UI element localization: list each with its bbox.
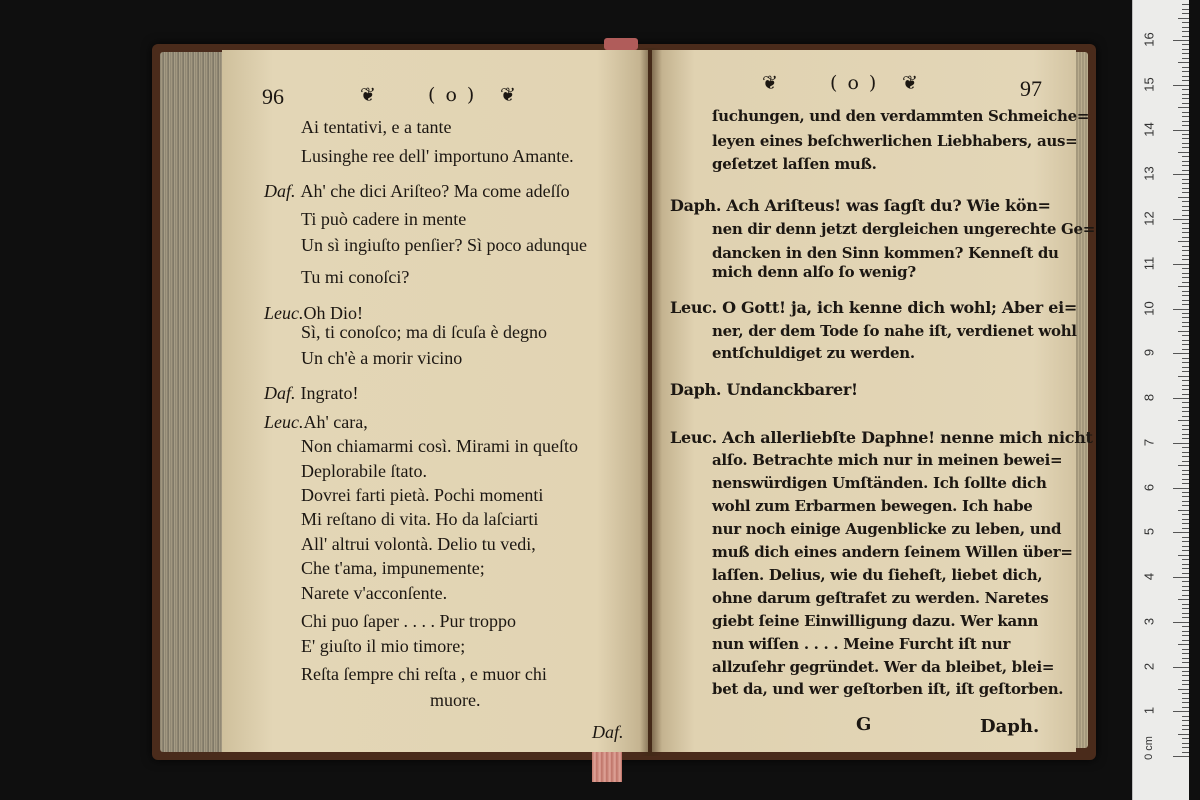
ruler-tick xyxy=(1182,80,1189,81)
ruler-tick xyxy=(1182,385,1189,386)
ruler-tick xyxy=(1182,112,1189,113)
text-line: Daph. Undanckbarer! xyxy=(670,380,858,399)
ruler-tick xyxy=(1182,98,1189,99)
ruler-tick xyxy=(1182,680,1189,681)
ruler-tick xyxy=(1182,702,1189,703)
ruler-tick xyxy=(1182,671,1189,672)
ruler-tick xyxy=(1178,555,1189,556)
ruler-tick xyxy=(1182,456,1189,457)
ruler-number: 9 xyxy=(1141,349,1157,357)
left-header-center: ( o ) xyxy=(428,84,477,106)
signature-mark: G xyxy=(856,714,872,735)
ruler-tick xyxy=(1182,210,1189,211)
ruler-tick xyxy=(1173,309,1189,310)
ruler-tick xyxy=(1182,273,1189,274)
ruler-tick xyxy=(1178,107,1189,108)
text-line: Tu mi conoſci? xyxy=(301,267,410,287)
ruler-tick xyxy=(1182,492,1189,493)
ruler-tick xyxy=(1173,40,1189,41)
ruler-tick xyxy=(1173,264,1189,265)
ruler-tick xyxy=(1182,635,1189,636)
text-line: Sì, ti conoſco; ma di ſcuſa è degno xyxy=(301,322,547,342)
ruler-tick xyxy=(1182,371,1189,372)
ruler-tick xyxy=(1182,380,1189,381)
ruler-tick xyxy=(1182,573,1189,574)
ruler-tick xyxy=(1173,488,1189,489)
ruler-tick xyxy=(1182,483,1189,484)
text-line: mich denn alſo ſo wenig? xyxy=(712,263,916,281)
ruler-tick xyxy=(1173,443,1189,444)
ruler-tick xyxy=(1182,747,1189,748)
ruler-tick xyxy=(1182,537,1189,538)
text-line: Mi reſtano di vita. Ho da laſciarti xyxy=(301,509,539,529)
ruler-tick xyxy=(1182,653,1189,654)
ruler-tick xyxy=(1173,85,1189,86)
ruler-tick xyxy=(1182,188,1189,189)
ruler-tick xyxy=(1182,698,1189,699)
text-line: allzuſehr gegründet. Wer da bleibet, blei= xyxy=(712,658,1055,676)
ruler-tick xyxy=(1182,626,1189,627)
text-line: Chi puo ſaper . . . . Pur troppo xyxy=(301,611,516,631)
ruler-tick xyxy=(1173,756,1189,757)
ruler-tick xyxy=(1182,367,1189,368)
ruler-tick xyxy=(1182,479,1189,480)
ruler-tick xyxy=(1178,420,1189,421)
text-line: ner, der dem Tode ſo nahe iſt, verdienet wohl xyxy=(712,322,1077,340)
line-text: Oh Dio! xyxy=(303,303,363,323)
speaker-label: Leuc. xyxy=(264,412,304,432)
ruler-tick xyxy=(1182,259,1189,260)
ruler-tick xyxy=(1178,734,1189,735)
ruler-number: 15 xyxy=(1141,77,1157,92)
text-line: Leuc. O Gott! ja, ich kenne dich wohl; Aber ei= xyxy=(670,298,1077,317)
ruler-tick xyxy=(1182,94,1189,95)
ruler-tick xyxy=(1173,622,1189,623)
ruler-tick xyxy=(1173,130,1189,131)
ruler-number: 6 xyxy=(1141,483,1157,491)
text-line: Lusinghe ree dell' importuno Amante. xyxy=(301,146,574,166)
ruler-tick xyxy=(1182,89,1189,90)
ruler-tick xyxy=(1182,36,1189,37)
ruler-number: 16 xyxy=(1141,32,1157,47)
ruler-tick xyxy=(1182,313,1189,314)
text-line xyxy=(264,303,363,324)
ruler-tick xyxy=(1182,300,1189,301)
ruler-tick xyxy=(1182,474,1189,475)
ruler-tick xyxy=(1182,438,1189,439)
text-line: leyen eines beſchwerlichen Liebhabers, aus= xyxy=(712,132,1078,150)
ruler-tick xyxy=(1182,215,1189,216)
text-line: Ai tentativi, e a tante xyxy=(301,117,452,137)
ruler-tick xyxy=(1182,125,1189,126)
ruler-tick xyxy=(1173,219,1189,220)
text-line: Reſta ſempre chi reſta , e muor chi xyxy=(301,664,547,684)
ruler-tick xyxy=(1182,434,1189,435)
text-line: Non chiamarmi così. Mirami in queſto xyxy=(301,436,578,456)
ruler-tick xyxy=(1182,344,1189,345)
line-text: Ah' cara, xyxy=(303,412,368,432)
ruler-tick xyxy=(1182,640,1189,641)
ruler-tick xyxy=(1182,389,1189,390)
text-line: E' giuſto il mio timore; xyxy=(301,636,466,656)
ruler-tick xyxy=(1182,58,1189,59)
right-catchword: Daph. xyxy=(980,716,1040,737)
ruler-tick xyxy=(1182,76,1189,77)
left-catchword: Daf. xyxy=(592,722,624,742)
ruler-number: 8 xyxy=(1141,393,1157,402)
ruler-tick xyxy=(1182,394,1189,395)
text-line: Ti può cadere in mente xyxy=(301,209,467,229)
text-line: bet da, und wer geſtorben iſt, iſt geſtorben. xyxy=(712,680,1064,698)
bookmark-ribbon-top xyxy=(604,38,638,50)
text-line: muß dich eines andern ſeinem Willen über= xyxy=(712,543,1073,561)
ruler-number: 10 xyxy=(1141,300,1157,316)
ruler-number: 13 xyxy=(1141,166,1157,181)
ruler-tick xyxy=(1178,689,1189,690)
ruler-tick xyxy=(1182,559,1189,560)
text-line: wohl zum Erbarmen bewegen. Ich habe xyxy=(712,497,1033,515)
text-line: nen dir denn jetzt dergleichen ungerechte Ge= xyxy=(712,220,1096,238)
ruler-tick xyxy=(1182,402,1189,403)
text-line: entſchuldiget zu werden. xyxy=(712,344,915,362)
ruler-tick xyxy=(1182,134,1189,135)
speaker-label: Leuc. xyxy=(264,303,304,323)
ruler-tick xyxy=(1182,223,1189,224)
ruler-unit-label: 0 cm xyxy=(1142,736,1155,760)
ruler-tick xyxy=(1182,71,1189,72)
ruler-tick xyxy=(1182,649,1189,650)
text-line: Un ch'è a morir vicino xyxy=(301,348,463,368)
ruler-tick xyxy=(1182,192,1189,193)
text-line: muore. xyxy=(430,690,481,710)
ruler-tick xyxy=(1182,156,1189,157)
ruler-tick xyxy=(1182,4,1189,5)
ruler-tick xyxy=(1182,693,1189,694)
book-gutter xyxy=(640,48,662,756)
ruler-tick xyxy=(1182,658,1189,659)
text-line: giebt ſeine Einwilligung dazu. Wer kann xyxy=(712,612,1039,630)
text-line: dancken in den Sinn kommen? Kenneſt du xyxy=(712,244,1059,262)
ruler-tick xyxy=(1182,447,1189,448)
ruler-tick xyxy=(1182,505,1189,506)
ruler-tick xyxy=(1182,743,1189,744)
text-line: ohne darum geſtrafet zu werden. Naretes xyxy=(712,589,1049,607)
ruler-tick xyxy=(1178,376,1189,377)
text-line: Leuc. Ach allerliebſte Daphne! nenne mich nicht xyxy=(670,428,1093,447)
text-line: Che t'ama, impunemente; xyxy=(301,558,485,578)
ruler-tick xyxy=(1182,501,1189,502)
ruler-tick xyxy=(1182,67,1189,68)
text-line xyxy=(264,412,368,433)
ruler-tick xyxy=(1182,752,1189,753)
ruler-number: 4 xyxy=(1141,572,1157,581)
ruler-tick xyxy=(1182,675,1189,676)
text-line: Dovrei farti pietà. Pochi momenti xyxy=(301,485,544,505)
ruler-tick xyxy=(1178,465,1189,466)
text-line: geſetzet laſſen muß. xyxy=(712,155,877,173)
ruler-tick xyxy=(1182,519,1189,520)
ruler-tick xyxy=(1182,684,1189,685)
ruler-tick xyxy=(1182,9,1189,10)
ruler-number: 3 xyxy=(1141,617,1157,625)
ruler-tick xyxy=(1182,581,1189,582)
header-ornament-icon: ❦ xyxy=(360,84,378,106)
ruler-tick xyxy=(1182,13,1189,14)
ruler-tick xyxy=(1182,725,1189,726)
text-line: Narete v'acconſente. xyxy=(301,583,448,603)
ruler-tick xyxy=(1182,121,1189,122)
ruler-tick xyxy=(1178,599,1189,600)
ruler-number: 11 xyxy=(1141,256,1157,270)
ruler-tick xyxy=(1182,461,1189,462)
ruler-tick xyxy=(1182,291,1189,292)
ruler-tick xyxy=(1182,255,1189,256)
left-page-number: 96 xyxy=(262,84,284,109)
page-block-left xyxy=(160,52,230,752)
ruler-tick xyxy=(1173,353,1189,354)
ruler-tick xyxy=(1178,286,1189,287)
ruler-tick xyxy=(1182,514,1189,515)
ruler-number: 2 xyxy=(1141,662,1157,670)
ruler-tick xyxy=(1182,349,1189,350)
ruler-tick xyxy=(1182,470,1189,471)
ruler-number: 14 xyxy=(1141,121,1157,137)
right-page-number: 97 xyxy=(1020,76,1042,101)
ruler-tick xyxy=(1182,201,1189,202)
ruler-tick xyxy=(1182,53,1189,54)
ruler-tick xyxy=(1182,425,1189,426)
text-line: nenswürdigen Umſtänden. Ich ſollte dich xyxy=(712,474,1047,492)
ruler-number: 1 xyxy=(1141,707,1157,715)
ruler-tick xyxy=(1182,452,1189,453)
ruler-tick xyxy=(1173,711,1189,712)
ruler-tick xyxy=(1178,510,1189,511)
ruler-tick xyxy=(1182,523,1189,524)
ruler-tick xyxy=(1182,362,1189,363)
text-line xyxy=(264,181,570,202)
line-text: Ingrato! xyxy=(300,383,359,403)
ruler-tick xyxy=(1182,613,1189,614)
text-line: Daph. Ach Ariſteus! was ſagſt du? Wie kön= xyxy=(670,196,1051,215)
ruler-tick xyxy=(1182,22,1189,23)
ruler-tick xyxy=(1182,550,1189,551)
ruler-tick xyxy=(1182,662,1189,663)
ruler-tick xyxy=(1182,237,1189,238)
ruler-tick xyxy=(1182,335,1189,336)
text-line xyxy=(264,383,358,404)
ruler-tick xyxy=(1182,103,1189,104)
speaker-label: Daf. xyxy=(264,181,296,201)
ruler-tick xyxy=(1178,331,1189,332)
measuring-ruler xyxy=(1132,0,1189,800)
ruler-tick xyxy=(1182,49,1189,50)
text-line: ſuchungen, und den verdammten Schmeiche= xyxy=(712,107,1090,125)
ruler-tick xyxy=(1182,546,1189,547)
text-line: laſſen. Delius, wie du ſieheſt, liebet dich, xyxy=(712,566,1043,584)
ruler-tick xyxy=(1182,326,1189,327)
header-ornament-icon: ❦ xyxy=(762,72,780,94)
ruler-tick xyxy=(1178,152,1189,153)
right-header-center: ( o ) xyxy=(830,72,879,94)
text-line: alſo. Betrachte mich nur in meinen bewei= xyxy=(712,451,1063,469)
ruler-tick xyxy=(1182,143,1189,144)
ruler-tick xyxy=(1182,564,1189,565)
ruler-tick xyxy=(1182,631,1189,632)
ruler-tick xyxy=(1182,165,1189,166)
ruler-tick xyxy=(1182,568,1189,569)
ruler-number: 12 xyxy=(1141,211,1157,226)
ruler-tick xyxy=(1182,322,1189,323)
ruler-tick xyxy=(1182,27,1189,28)
ruler-tick xyxy=(1182,738,1189,739)
ruler-tick xyxy=(1173,532,1189,533)
ruler-tick xyxy=(1182,277,1189,278)
text-line: Deplorabile ſtato. xyxy=(301,461,427,481)
ruler-tick xyxy=(1182,595,1189,596)
ruler-tick xyxy=(1182,250,1189,251)
ruler-tick xyxy=(1182,707,1189,708)
ruler-tick xyxy=(1178,644,1189,645)
ruler-tick xyxy=(1178,241,1189,242)
ruler-tick xyxy=(1173,398,1189,399)
ruler-tick xyxy=(1182,720,1189,721)
page-block-right xyxy=(1074,52,1088,748)
ruler-tick xyxy=(1182,429,1189,430)
ruler-tick xyxy=(1182,246,1189,247)
speaker-label: Daf. xyxy=(264,383,296,403)
ruler-tick xyxy=(1182,528,1189,529)
text-line: nun wiſſen . . . . Meine Furcht iſt nur xyxy=(712,635,1011,653)
ruler-tick xyxy=(1182,170,1189,171)
ruler-tick xyxy=(1182,541,1189,542)
ruler-tick xyxy=(1182,729,1189,730)
line-text: Ah' che dici Ariſteo? Ma come adeſſo xyxy=(300,181,570,201)
ruler-tick xyxy=(1182,161,1189,162)
ruler-tick xyxy=(1182,147,1189,148)
ruler-tick xyxy=(1173,667,1189,668)
ruler-tick xyxy=(1182,304,1189,305)
ruler-tick xyxy=(1173,577,1189,578)
ruler-tick xyxy=(1182,138,1189,139)
text-line: nur noch einige Augenblicke zu leben, und xyxy=(712,520,1062,538)
ruler-tick xyxy=(1182,407,1189,408)
ruler-tick xyxy=(1182,317,1189,318)
ruler-tick xyxy=(1182,590,1189,591)
ruler-tick xyxy=(1182,232,1189,233)
text-line: Un sì ingiuſto penſier? Sì poco adunque xyxy=(301,235,587,255)
ruler-tick xyxy=(1182,183,1189,184)
ruler-tick xyxy=(1182,31,1189,32)
ruler-tick xyxy=(1182,416,1189,417)
ruler-tick xyxy=(1173,174,1189,175)
ruler-number: 5 xyxy=(1141,528,1157,536)
ruler-tick xyxy=(1182,268,1189,269)
header-ornament-icon: ❦ xyxy=(500,84,518,106)
ruler-tick xyxy=(1178,62,1189,63)
ruler-tick xyxy=(1182,617,1189,618)
ruler-tick xyxy=(1178,197,1189,198)
header-ornament-icon: ❦ xyxy=(902,72,920,94)
text-line: All' altrui volontà. Delio tu vedi, xyxy=(301,534,536,554)
ruler-tick xyxy=(1182,716,1189,717)
ruler-tick xyxy=(1182,179,1189,180)
bookmark-ribbon-bottom xyxy=(592,752,622,782)
ruler-tick xyxy=(1182,411,1189,412)
ruler-tick xyxy=(1178,18,1189,19)
ruler-tick xyxy=(1182,586,1189,587)
ruler-tick xyxy=(1182,496,1189,497)
ruler-tick xyxy=(1182,44,1189,45)
ruler-tick xyxy=(1182,295,1189,296)
ruler-tick xyxy=(1182,608,1189,609)
ruler-tick xyxy=(1182,282,1189,283)
ruler-tick xyxy=(1182,228,1189,229)
ruler-tick xyxy=(1182,340,1189,341)
ruler-tick xyxy=(1182,116,1189,117)
ruler-tick xyxy=(1182,358,1189,359)
ruler-tick xyxy=(1182,604,1189,605)
ruler-tick xyxy=(1182,206,1189,207)
ruler-number: 7 xyxy=(1141,438,1157,446)
